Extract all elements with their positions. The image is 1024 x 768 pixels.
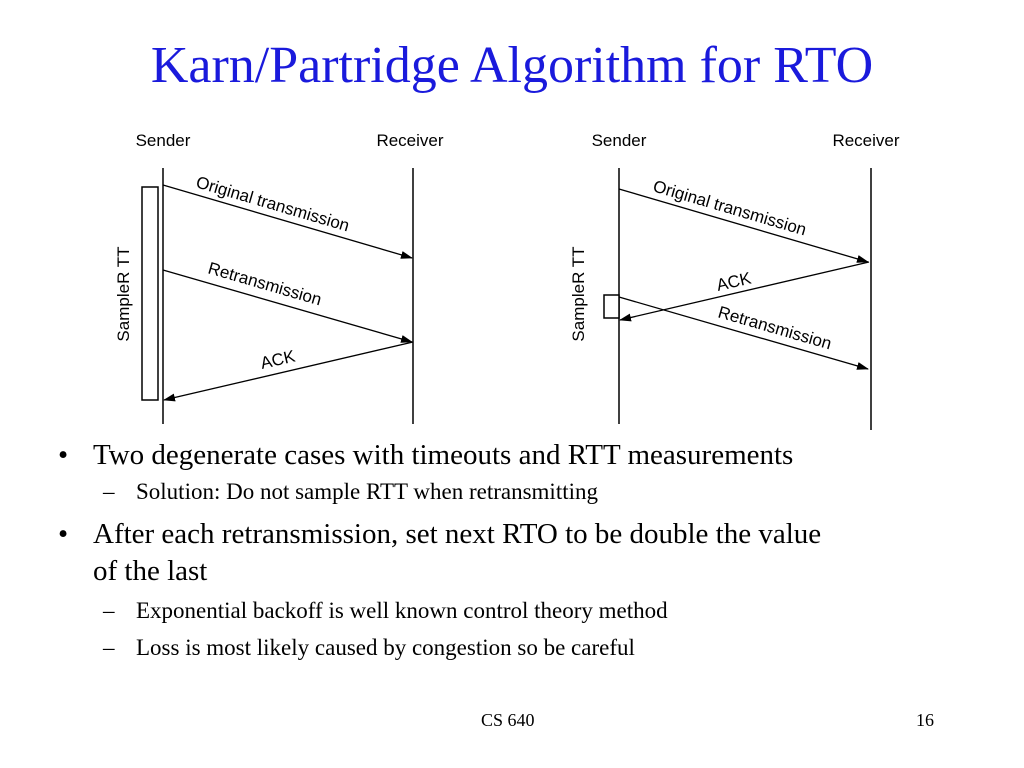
left-receiver-label: Receiver — [376, 131, 444, 150]
right-retransmission-arrow — [619, 297, 868, 369]
left-diagram — [114, 131, 444, 424]
sub-bullet-marker: – — [103, 479, 115, 504]
sub-bullet-text: Loss is most likely caused by congestion so be careful — [136, 635, 635, 660]
sub-bullet-text: Solution: Do not sample RTT when retransmitting — [136, 479, 598, 504]
left-sample-rtt-label: SampleR TT — [114, 246, 133, 342]
sub-bullet-marker: – — [103, 598, 115, 623]
right-retransmission-label: Retransmission — [715, 302, 834, 354]
right-original-label: Original transmission — [650, 176, 809, 240]
left-original-label: Original transmission — [193, 172, 352, 236]
right-sample-rtt-label: SampleR TT — [569, 246, 588, 342]
bullet-marker: • — [58, 518, 69, 550]
slide-title: Karn/Partridge Algorithm for RTO — [150, 37, 874, 94]
bullet-text: Two degenerate cases with timeouts and RTT measurements — [93, 439, 794, 471]
right-sender-label: Sender — [591, 131, 647, 150]
right-original-arrow — [619, 189, 868, 262]
left-timer-box — [142, 187, 158, 400]
right-diagram — [569, 131, 900, 430]
footer-page-number: 16 — [916, 710, 934, 730]
right-timer-box — [604, 295, 619, 318]
bullet-marker: • — [58, 439, 69, 471]
left-original-arrow — [163, 185, 412, 258]
left-ack-label: ACK — [258, 346, 297, 373]
right-receiver-label: Receiver — [832, 131, 900, 150]
sub-bullet-text: Exponential backoff is well known control theory method — [136, 598, 668, 623]
bullet-text: After each retransmission, set next RTO to be double the value — [93, 518, 822, 550]
footer-course: CS 640 — [481, 710, 535, 730]
bullet-text-continued: of the last — [93, 555, 208, 587]
sub-bullet-marker: – — [103, 635, 115, 660]
right-ack-label: ACK — [714, 268, 753, 295]
left-sender-label: Sender — [135, 131, 191, 150]
left-retransmission-label: Retransmission — [205, 258, 324, 310]
